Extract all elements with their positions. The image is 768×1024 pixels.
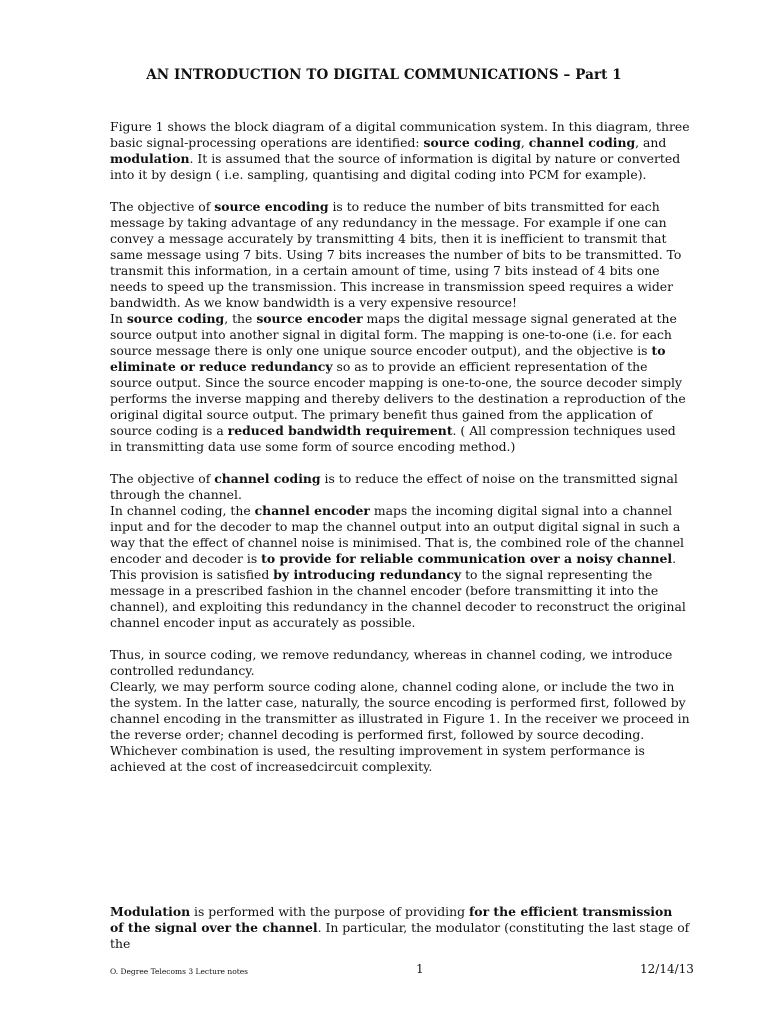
text-run: The objective of [110,471,215,486]
text-run: . It is assumed that the source of information is digital by nature or converted into it by design ( i.e. sampling, quantising and digital coding into PCM for example). [110,151,681,182]
bold-term: source coding [423,135,521,150]
text-run: so as to provide an efficient representation of the source output. Since the source encoder mapping is one-to-one, the source decoder simply performs the inverse mapping and thereby delivers to the destination a reproduction of the original digital source output. The primary benefit thus gained from the application of source coding is a [110,359,686,438]
text-run: . In particular, the modulator (constituting the last stage of the [110,920,690,951]
text-run: . This provision is satisfied [110,551,677,582]
bold-term: source coding [126,311,225,326]
page-title: AN INTRODUCTION TO DIGITAL COMMUNICATIONS – Part 1 [146,67,622,83]
paragraph-modulation [110,904,690,952]
bold-term: channel encoder [254,503,370,518]
text-run: , and [635,135,667,150]
bold-term: for the efficient transmission of the signal over the channel [110,904,673,935]
bold-term: source encoder [256,311,363,326]
section-intro [110,119,690,775]
bold-term: by introducing redundancy [273,567,462,582]
text-run: to the signal representing the message in a prescribed fashion in the channel encoder (before transmitting it into the channel), and exploiting this redundancy in the channel decoder to reconstruct the original channel encoder input as accurately as possible. [110,567,686,630]
bold-term: Modulation [110,904,191,919]
bold-term: channel coding [528,135,636,150]
paragraph-summary: Thus, in source coding, we remove redundancy, whereas in channel coding, we introduce controlled redundancy. [110,647,673,678]
text-run: is to reduce the number of bits transmitted for each message by taking advantage of any redundancy in the message. For example if one can convey a message accurately by transmitting 4 bits, then it is inefficient to transmit that same message using 7 bits. Using 7 bits increases the number of bits to be transmitted. To transmit this information, in a certain amount of time, using 7 bits instead of 4 bits one needs to speed up the transmission. This increase in transmission speed requires a wider bandwidth. As we know bandwidth is a very expensive resource! [110,199,682,310]
paragraph-channel-coding-objective [110,471,690,503]
paragraph-source-coding [110,311,690,455]
footer-source-note: O. Degree Telecoms 3 Lecture notes [110,967,249,976]
bold-term: modulation [110,151,190,166]
text-run: maps the incoming digital signal into a channel input and for the decoder to map the channel output into an output digital signal in such a way that the effect of channel noise is minimised. That is, the combined role of the channel encoder and decoder is [110,503,684,566]
text-run: maps the digital message signal generated at the source output into another signal in digital form. The mapping is one-to-one (i.e. for each source message there is only one unique source encoder output), and the objective is [110,311,677,358]
paragraph-combination: Clearly, we may perform source coding alone, channel coding alone, or include the two in the system. In the latter case, naturally, the source encoding is performed first, followed by channel encoding in the transmitter as illustrated in Figure 1. In the receiver we proceed in the reverse order; channel decoding is performed first, followed by source decoding. Whichever combination is used, the resulting improvement in system performance is achieved at the cost of increasedcircuit complexity. [110,679,690,774]
text-run: is to reduce the effect of noise on the transmitted signal through the channel. [110,471,678,502]
bold-term: reduced bandwidth requirement [227,423,453,438]
footer-date: 12/14/13 [640,962,694,976]
text-run: , the [224,311,257,326]
text-run: In channel coding, the [110,503,255,518]
paragraph-channel-coding [110,503,690,631]
text-run: . ( All compression techniques used in transmitting data use some form of source encoding method.) [110,423,676,454]
text-run: The objective of [110,199,215,214]
bold-term: to provide for reliable communication over a noisy channel [261,551,673,566]
text-run: In [110,311,127,326]
text-run: is performed with the purpose of providing [190,904,469,919]
bold-term: to eliminate or reduce redundancy [110,343,666,374]
section-modulation [110,904,690,952]
text-run: Figure 1 shows the block diagram of a digital communication system. In this diagram, three basic signal-processing operations are identified: [110,119,690,150]
text-run: , [520,135,529,150]
footer-page-number: 1 [416,962,424,976]
bold-term: channel coding [214,471,321,486]
bold-term: source encoding [214,199,329,214]
paragraph-figure1 [110,119,690,183]
paragraph-source-encoding-objective [110,199,690,311]
